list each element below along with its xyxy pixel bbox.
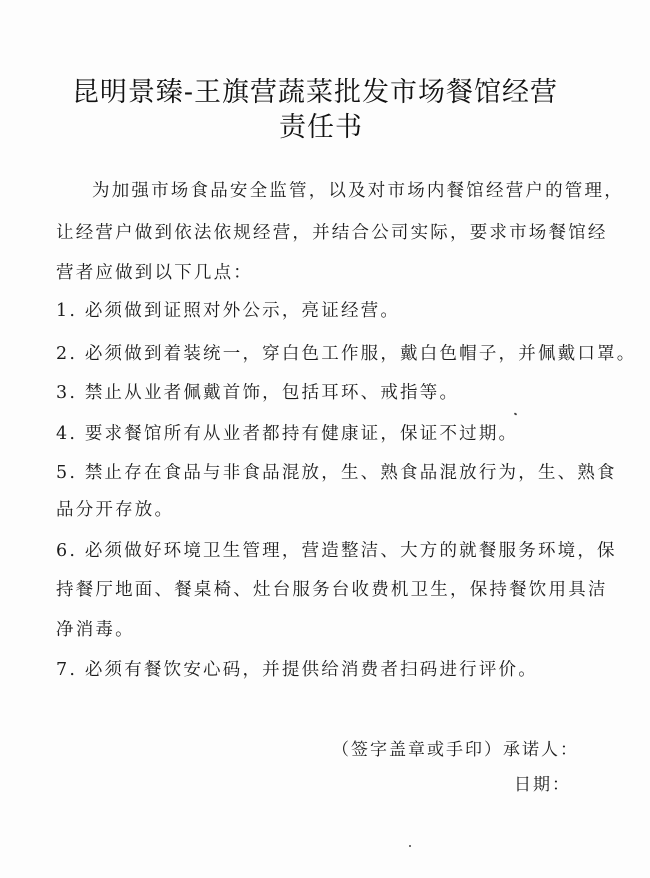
- promisor-label: （签字盖章或手印）承诺人：: [332, 740, 579, 760]
- document-title-line-2: 责任书: [279, 112, 363, 143]
- item-4: 4. 要求餐馆所有从业者都持有健康证，保证不过期。: [56, 424, 519, 444]
- item-1: 1. 必须做到证照对外公示，亮证经营。: [56, 301, 401, 321]
- item-3: 3. 禁止从业者佩戴首饰，包括耳环、戒指等。: [56, 383, 460, 403]
- intro-line-2: 让经营户做到依法依规经营，并结合公司实际，要求市场餐馆经: [56, 223, 608, 243]
- scan-speck: [409, 845, 411, 847]
- intro-line-3: 营者应做到以下几点：: [56, 263, 253, 283]
- intro-line-1: 为加强市场食品安全监管，以及对市场内餐馆经营户的管理，: [92, 181, 624, 201]
- item-2: 2. 必须做到着装统一，穿白色工作服，戴白色帽子，并佩戴口罩。: [56, 344, 637, 364]
- item-5-line-1: 5. 禁止存在食品与非食品混放，生、熟食品混放行为，生、熟食: [56, 463, 617, 483]
- scan-speck: [514, 412, 518, 415]
- item-6-line-1: 6. 必须做好环境卫生管理，营造整洁、大方的就餐服务环境，保: [56, 541, 617, 561]
- item-6-line-2: 持餐厅地面、餐桌椅、灶台服务台收费机卫生，保持餐饮用具洁: [56, 580, 608, 600]
- document-title-line-1: 昆明景臻-王旗营蔬菜批发市场餐馆经营: [71, 77, 559, 108]
- item-5-line-2: 品分开存放。: [56, 500, 175, 520]
- item-6-line-3: 净消毒。: [56, 620, 135, 640]
- item-7: 7. 必须有餐饮安心码，并提供给消费者扫码进行评价。: [56, 660, 538, 680]
- date-label: 日期：: [514, 775, 571, 795]
